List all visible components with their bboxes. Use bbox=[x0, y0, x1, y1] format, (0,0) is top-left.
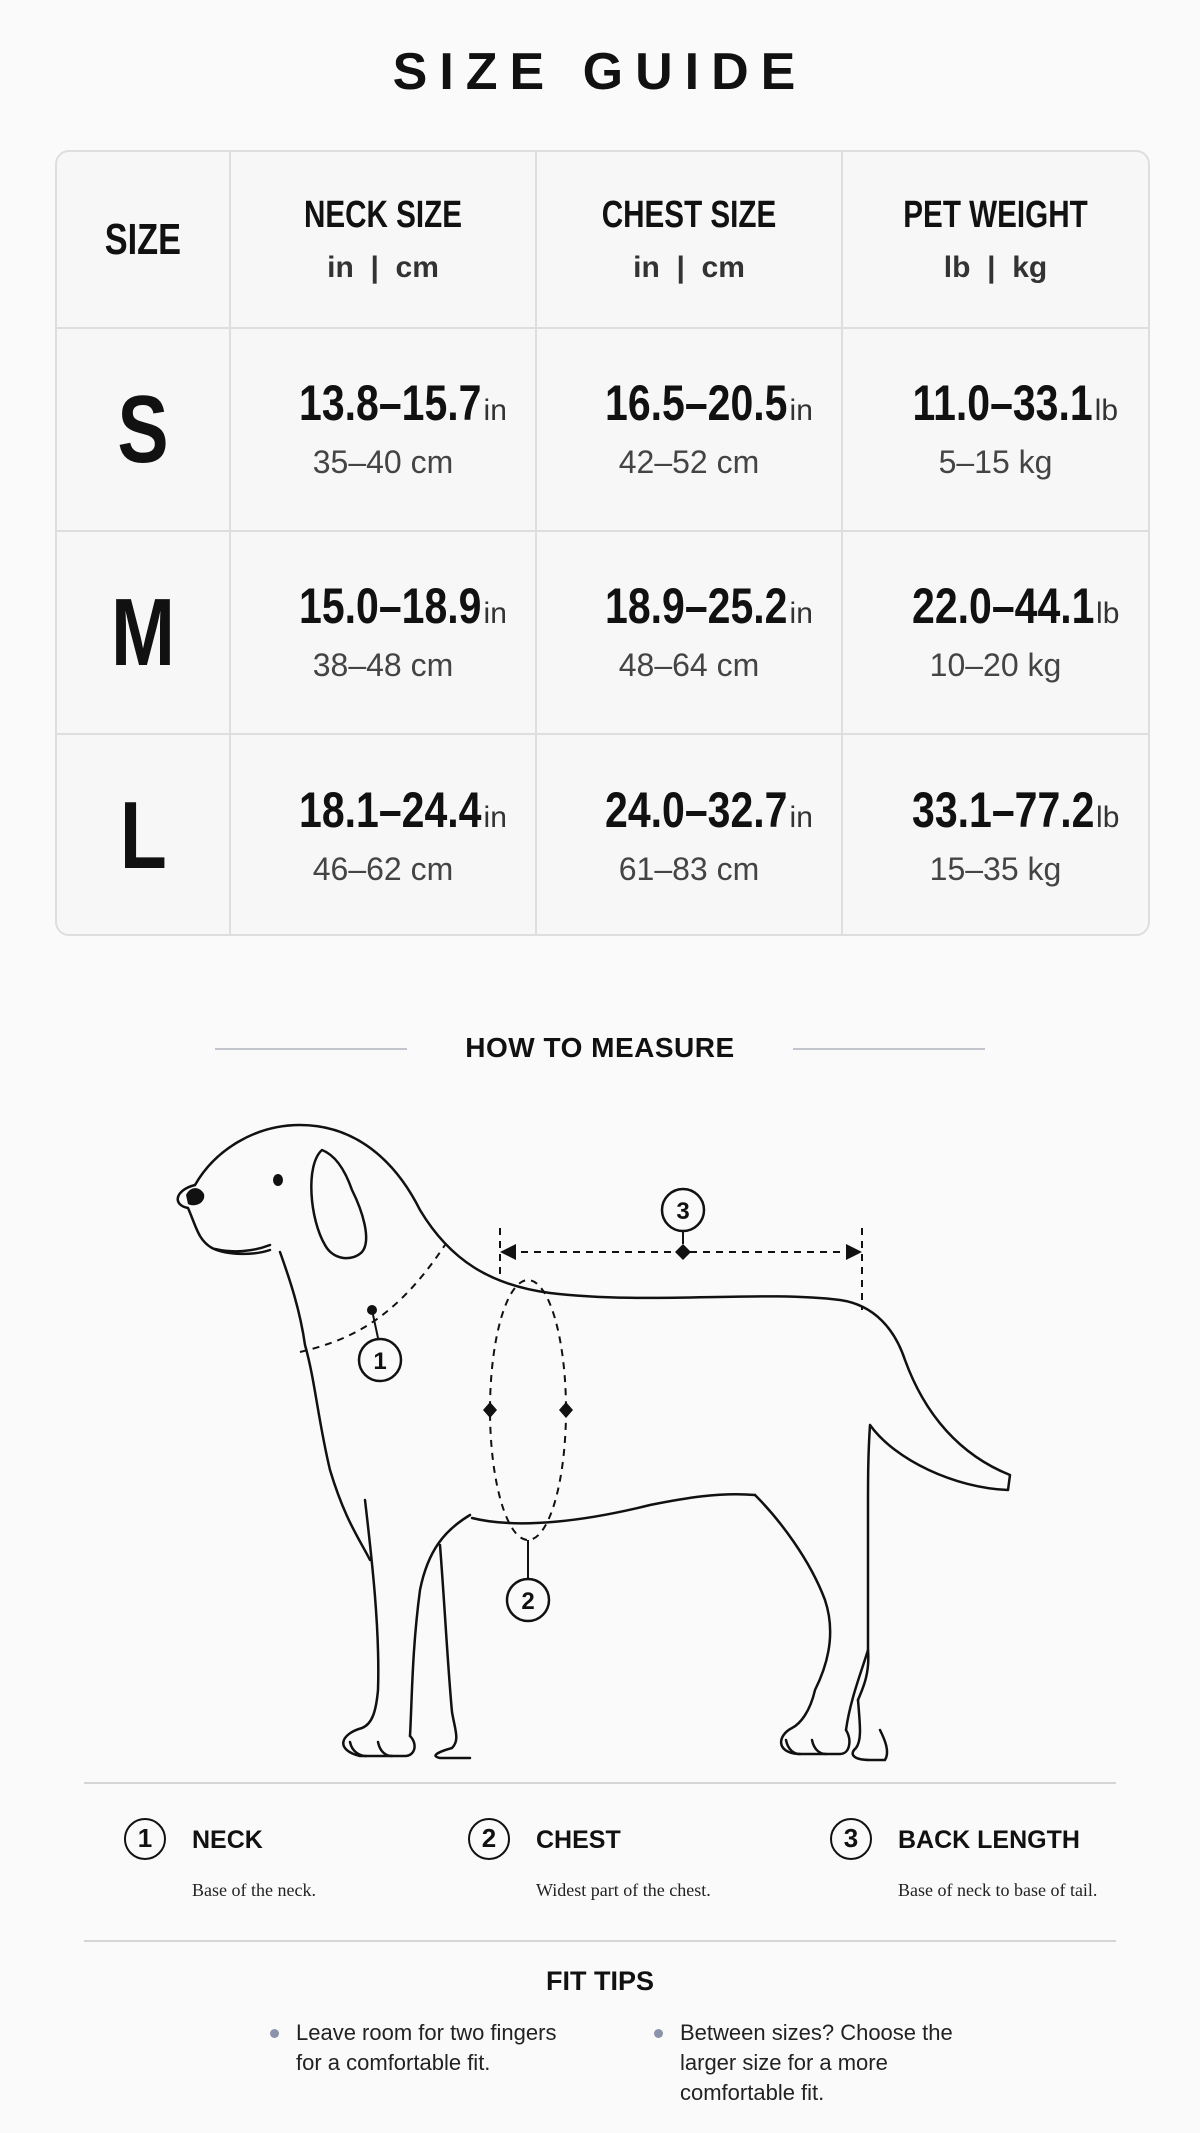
table-row bbox=[57, 328, 1148, 531]
value-sub: 38–48 cm bbox=[312, 647, 454, 683]
chest-cell bbox=[536, 734, 842, 936]
back-diamond bbox=[675, 1244, 691, 1260]
tip-line: larger size for a more bbox=[680, 2050, 888, 2075]
tip-line: comfortable fit. bbox=[680, 2080, 825, 2105]
header-neck bbox=[230, 152, 536, 328]
neck-leader bbox=[372, 1310, 378, 1338]
legend-title: BACK LENGTH bbox=[898, 1826, 1080, 1854]
header-neck-units: in | cm bbox=[327, 251, 439, 284]
header-neck-label: NECK SIZE bbox=[303, 194, 463, 236]
header-size bbox=[57, 152, 230, 328]
dog-outline-back bbox=[195, 1125, 1010, 1700]
neck-measure-line bbox=[300, 1245, 445, 1352]
header-size-label: SIZE bbox=[104, 214, 182, 264]
back-arrow-left bbox=[500, 1244, 516, 1260]
dog-ear bbox=[311, 1150, 366, 1258]
value-main: 11.0–33.1 bbox=[912, 375, 1093, 431]
tip-line: for a comfortable fit. bbox=[296, 2050, 491, 2075]
table-row bbox=[57, 531, 1148, 734]
weight-cell bbox=[842, 328, 1148, 531]
dog-outline-front bbox=[280, 1252, 370, 1560]
value-sub: 5–15 kg bbox=[938, 444, 1053, 480]
value-main: 22.0–44.1 bbox=[911, 578, 1095, 634]
legend-description: Base of the neck. bbox=[192, 1880, 316, 1900]
tip-item bbox=[296, 2018, 556, 2078]
weight-cell bbox=[842, 734, 1148, 936]
dog-eye bbox=[273, 1174, 283, 1186]
size-letter: L bbox=[119, 782, 167, 889]
neck-cell bbox=[230, 531, 536, 734]
legend-description: Base of neck to base of tail. bbox=[898, 1880, 1098, 1900]
legend-description: Widest part of the chest. bbox=[536, 1880, 711, 1900]
header-weight bbox=[842, 152, 1148, 328]
size-letter: S bbox=[117, 375, 169, 483]
value-unit: in bbox=[789, 394, 813, 427]
chest-measure-loop bbox=[490, 1280, 566, 1540]
page-title: SIZE GUIDE bbox=[392, 43, 808, 101]
neck-cell bbox=[230, 734, 536, 936]
value-sub: 15–35 kg bbox=[929, 850, 1062, 887]
divider bbox=[84, 1782, 1116, 1784]
header-weight-units: lb | kg bbox=[943, 251, 1048, 284]
value-unit: in bbox=[483, 800, 507, 834]
marker-2-label: 2 bbox=[521, 1588, 535, 1615]
value-unit: lb bbox=[1096, 597, 1120, 630]
number-3-icon: 3 bbox=[830, 1818, 872, 1860]
size-letter: M bbox=[111, 578, 175, 686]
table-row bbox=[57, 734, 1148, 936]
value-main: 15.0–18.9 bbox=[299, 578, 482, 634]
tip-item bbox=[680, 2018, 953, 2108]
dog-rear-leg-far bbox=[853, 1700, 887, 1760]
header-weight-label: PET WEIGHT bbox=[903, 194, 1088, 236]
weight-cell bbox=[842, 531, 1148, 734]
tip-line: Leave room for two fingers bbox=[296, 2020, 557, 2045]
marker-1-label: 1 bbox=[373, 1348, 387, 1375]
dog-front-leg-far bbox=[436, 1545, 470, 1758]
marker-3-label: 3 bbox=[676, 1198, 690, 1225]
dog-paw-toes bbox=[350, 1740, 826, 1756]
tip-line: Between sizes? Choose the bbox=[680, 2020, 953, 2045]
neck-cell bbox=[230, 328, 536, 531]
value-sub: 42–52 cm bbox=[618, 444, 760, 480]
chest-cell bbox=[536, 328, 842, 531]
value-unit: in bbox=[483, 394, 507, 427]
value-main: 24.0–32.7 bbox=[605, 781, 788, 838]
dog-rear-leg bbox=[755, 1495, 849, 1754]
dog-front-leg bbox=[343, 1500, 414, 1756]
size-cell bbox=[57, 734, 230, 936]
value-sub: 10–20 kg bbox=[929, 647, 1062, 683]
value-sub: 61–83 cm bbox=[618, 850, 760, 887]
chest-diamond-right bbox=[559, 1402, 573, 1418]
value-unit: lb bbox=[1094, 394, 1119, 427]
header-chest bbox=[536, 152, 842, 328]
legend-title: NECK bbox=[192, 1826, 263, 1854]
dog-mouth bbox=[215, 1245, 270, 1251]
value-main: 33.1–77.2 bbox=[911, 781, 1095, 838]
number-2-icon: 2 bbox=[468, 1818, 510, 1860]
how-to-measure-title: HOW TO MEASURE bbox=[465, 1032, 735, 1063]
bullet-dot-icon bbox=[654, 2029, 663, 2038]
dog-belly bbox=[472, 1494, 755, 1523]
value-main: 18.9–25.2 bbox=[605, 578, 788, 634]
value-main: 18.1–24.4 bbox=[299, 781, 482, 838]
divider bbox=[84, 1940, 1116, 1942]
header-chest-label: CHEST SIZE bbox=[601, 194, 777, 236]
chest-cell bbox=[536, 531, 842, 734]
dog-rear-leg-back bbox=[846, 1650, 868, 1730]
back-arrow-right bbox=[846, 1244, 862, 1260]
value-unit: in bbox=[483, 597, 507, 630]
dog-illustration-icon bbox=[0, 1090, 1200, 1790]
bullet-dot-icon bbox=[270, 2029, 279, 2038]
number-1-icon: 1 bbox=[124, 1818, 166, 1860]
value-main: 13.8–15.7 bbox=[299, 375, 482, 431]
value-unit: lb bbox=[1096, 800, 1120, 834]
section-rule-right bbox=[793, 1048, 985, 1050]
value-sub: 46–62 cm bbox=[312, 850, 454, 887]
fit-tips-title: FIT TIPS bbox=[546, 1966, 654, 1996]
size-chart-table bbox=[55, 150, 1150, 936]
value-sub: 48–64 cm bbox=[618, 647, 760, 683]
size-cell bbox=[57, 531, 230, 734]
value-main: 16.5–20.5 bbox=[605, 375, 788, 431]
value-unit: in bbox=[789, 800, 813, 834]
value-sub: 35–40 cm bbox=[312, 444, 454, 480]
header-chest-units: in | cm bbox=[633, 251, 745, 284]
legend-title: CHEST bbox=[536, 1826, 621, 1854]
chest-diamond-left bbox=[483, 1402, 497, 1418]
size-cell bbox=[57, 328, 230, 531]
value-unit: in bbox=[789, 597, 813, 630]
table-header-row bbox=[57, 152, 1148, 328]
dog-nose bbox=[186, 1188, 204, 1205]
